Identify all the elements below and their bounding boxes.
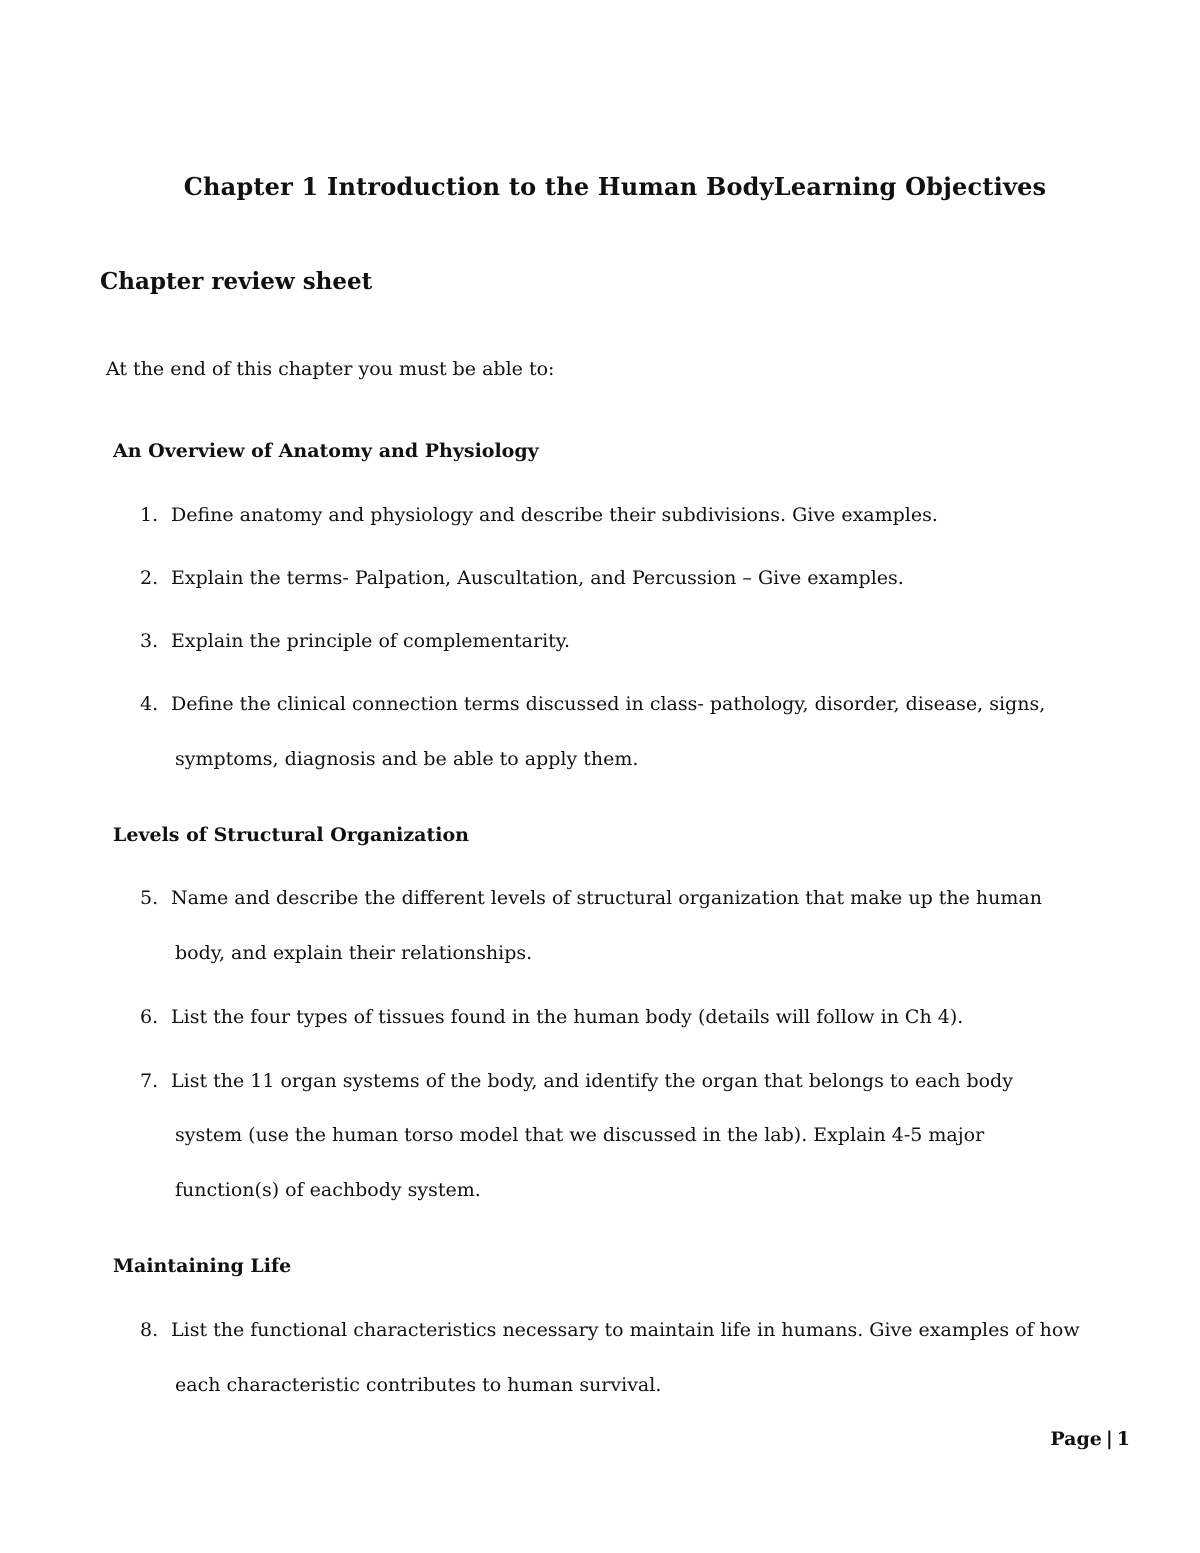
list-item-text: Define the clinical connection terms discussed in class- pathology, disorder, disease, signs, bbox=[171, 693, 1046, 715]
section-heading: An Overview of Anatomy and Physiology bbox=[113, 440, 539, 462]
list-item-text-continued: system (use the human torso model that we discussed in the lab). Explain 4-5 major bbox=[175, 1124, 985, 1146]
page-footer bbox=[1050, 1428, 1130, 1450]
list-item-text: Explain the principle of complementarity. bbox=[171, 630, 571, 652]
document-title: Chapter 1 Introduction to the Human BodyLearning Objectives bbox=[183, 172, 1047, 201]
list-item-number: 6. bbox=[140, 1006, 159, 1028]
list-item-text-continued: body, and explain their relationships. bbox=[175, 942, 533, 964]
list-item-text: List the functional characteristics necessary to maintain life in humans. Give examples of how bbox=[171, 1319, 1080, 1341]
page-separator: | bbox=[1105, 1428, 1113, 1450]
list-item-number: 4. bbox=[140, 693, 159, 715]
page-label: Page bbox=[1050, 1428, 1102, 1450]
list-item-text-continued: each characteristic contributes to human survival. bbox=[175, 1374, 662, 1396]
list-item-number: 7. bbox=[140, 1070, 159, 1092]
list-item-text-continued: function(s) of eachbody system. bbox=[175, 1179, 481, 1201]
page-number: 1 bbox=[1116, 1428, 1130, 1450]
list-item-text-continued: symptoms, diagnosis and be able to apply them. bbox=[175, 748, 639, 770]
list-item-number: 3. bbox=[140, 630, 159, 652]
list-item-number: 2. bbox=[140, 567, 159, 589]
list-item-number: 1. bbox=[140, 504, 159, 526]
list-item-number: 8. bbox=[140, 1319, 159, 1341]
list-item-text: List the 11 organ systems of the body, and identify the organ that belongs to each body bbox=[171, 1070, 1013, 1092]
list-item-text: Define anatomy and physiology and describe their subdivisions. Give examples. bbox=[171, 504, 938, 526]
list-item-number: 5. bbox=[140, 887, 159, 909]
document-subtitle: Chapter review sheet bbox=[100, 268, 373, 295]
list-item-text: Explain the terms- Palpation, Auscultation, and Percussion – Give examples. bbox=[171, 567, 904, 589]
list-item-text: List the four types of tissues found in the human body (details will follow in Ch 4). bbox=[171, 1006, 964, 1028]
list-item-text: Name and describe the different levels of structural organization that make up the human bbox=[171, 887, 1042, 909]
intro-text: At the end of this chapter you must be able to: bbox=[106, 358, 555, 380]
section-heading: Maintaining Life bbox=[113, 1255, 292, 1277]
section-heading: Levels of Structural Organization bbox=[113, 824, 469, 846]
